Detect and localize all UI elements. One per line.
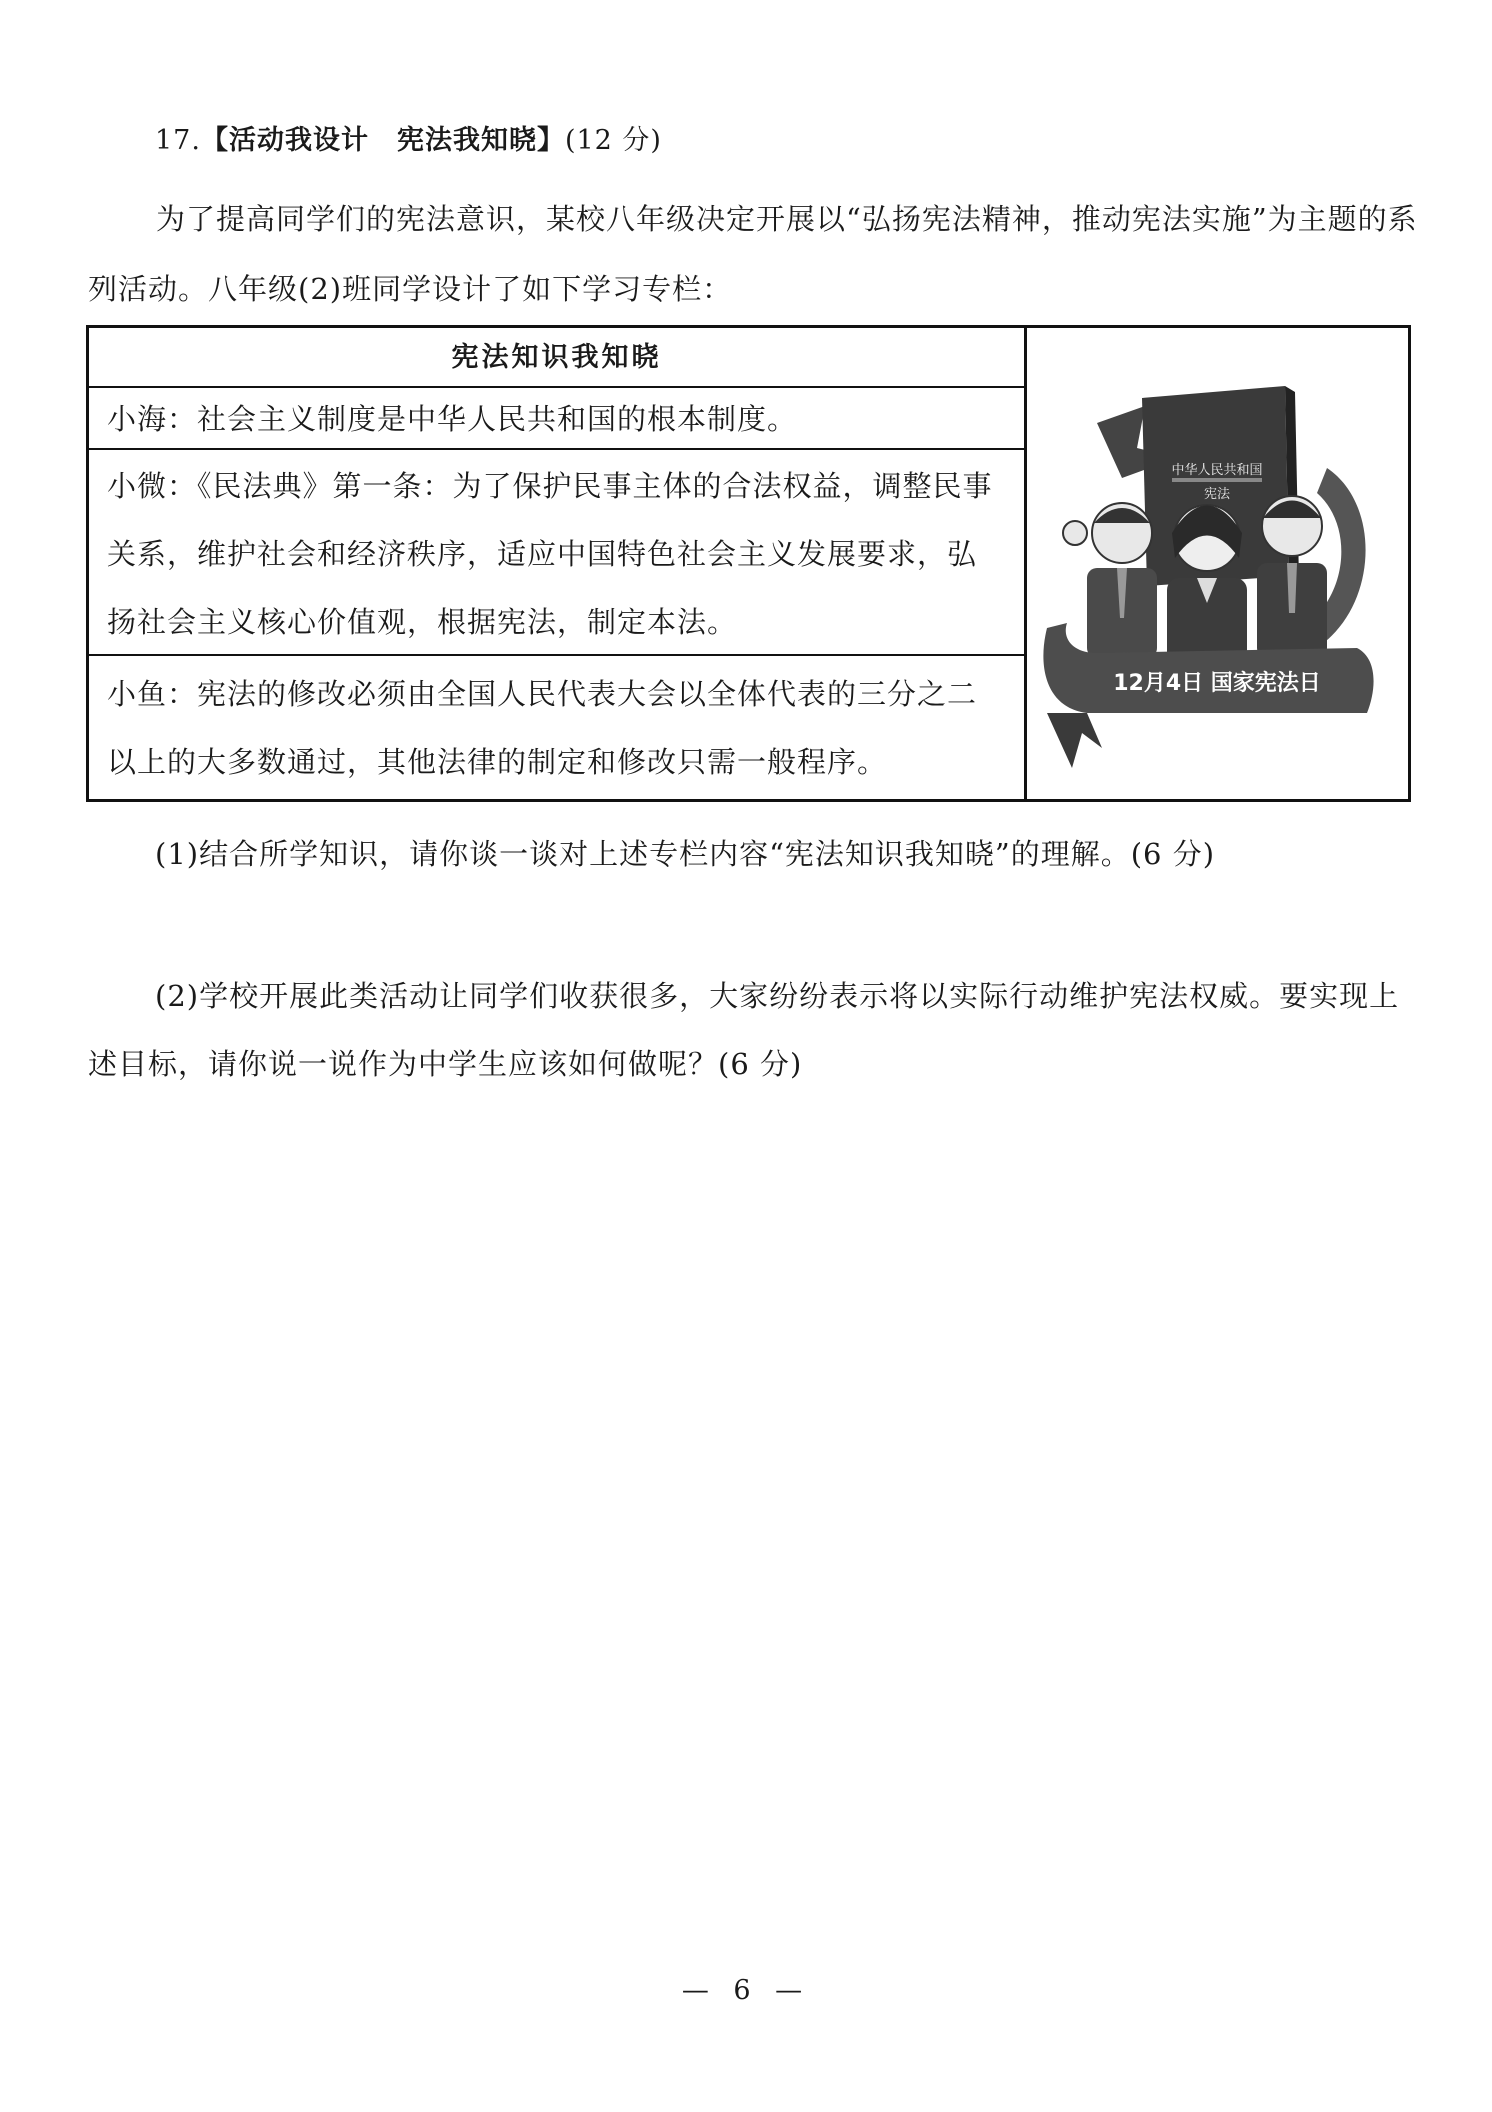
sub-question-1: (1)结合所学知识，请你谈一谈对上述专栏内容“宪法知识我知晓”的理解。(6 分)	[155, 837, 1216, 871]
column-heading: 宪法知识我知晓	[89, 328, 1024, 388]
book-subtitle-text: 宪法	[1203, 487, 1231, 502]
question-topic: 【活动我设计 宪法我知晓】	[200, 125, 565, 156]
book-title-text: 中华人民共和国	[1171, 463, 1263, 478]
question-score: (12 分)	[564, 125, 662, 156]
column-row-xiaohai: 小海：社会主义制度是中华人民共和国的根本制度。	[89, 388, 1024, 450]
column-row-xiaowei: 小微：《民法典》第一条：为了保护民事主体的合法权益，调整民事关系，维护社会和经济秩序，适应中国特色社会主义发展要求，弘扬社会主义核心价值观，根据宪法，制定本法。	[89, 450, 1024, 656]
constitution-day-illustration	[1027, 328, 1408, 799]
sub-question-2: (2)学校开展此类活动让同学们收获很多，大家纷纷表示将以实际行动维护宪法权威。要实现上述目标，请你说一说作为中学生应该如何做呢？(6 分)	[88, 979, 1400, 1081]
ribbon-tail	[1047, 713, 1102, 768]
column-row-xiaoyu: 小鱼：宪法的修改必须由全国人民代表大会以全体代表的三分之二以上的大多数通过，其他法律的制定和修改只需一般程序。	[107, 677, 978, 779]
question-number: 17.	[155, 125, 201, 156]
question-title	[155, 118, 662, 157]
column-illustration	[1027, 328, 1408, 799]
column-text-area	[89, 328, 1027, 799]
intro-paragraph: 为了提高同学们的宪法意识，某校八年级决定开展以“弘扬宪法精神，推动宪法实施”为主题的系列活动。八年级(2)班同学设计了如下学习专栏：	[88, 202, 1418, 306]
ribbon-text: 12月4日 国家宪法日	[1113, 671, 1321, 696]
page-number: — 6 —	[681, 1975, 811, 2006]
study-column	[86, 325, 1411, 802]
people-icon	[1063, 496, 1327, 668]
